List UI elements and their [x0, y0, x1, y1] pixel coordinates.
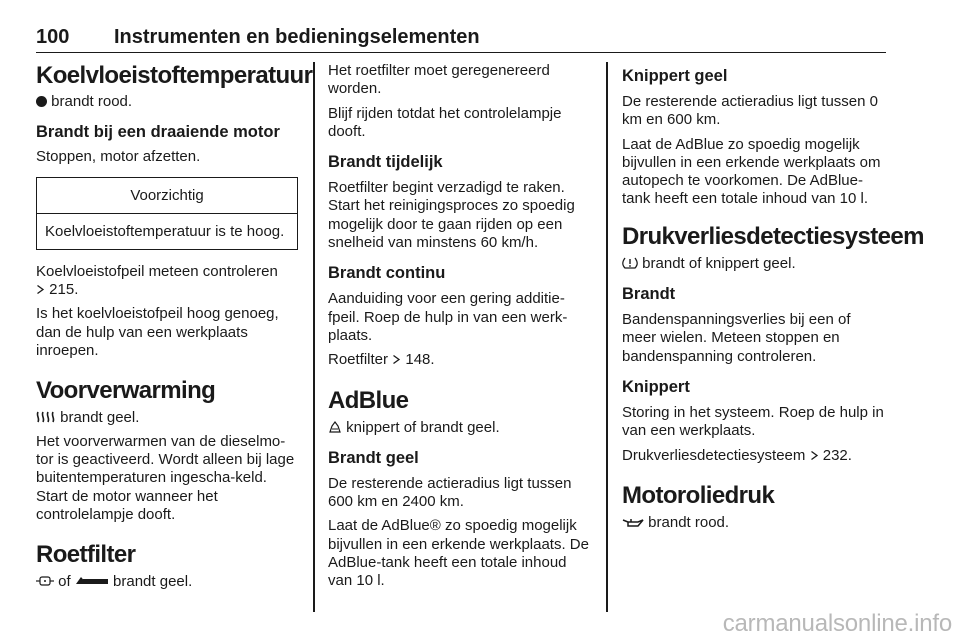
engine-running-text: Stoppen, motor afzetten.: [36, 148, 201, 166]
coolant-status-line: [36, 93, 298, 111]
filter-ref-text: Roetfilter: [328, 351, 389, 369]
page-number: 100: [36, 26, 70, 48]
continuous-heading: Brandt continu: [328, 264, 446, 283]
tpms-section-title: Drukverliesdetectiesysteem: [622, 222, 924, 250]
tpms-flash-text: Storing in het systeem. Roep de hulp in van een werkplaats.: [622, 403, 884, 440]
continuous-text: Aanduiding voor een gering additie-fpeil. Roep de hulp in van een werk-plaats.: [328, 290, 568, 344]
tire-pressure-icon: [622, 256, 638, 270]
tpms-on-heading: Brandt: [622, 285, 676, 304]
adblue-status-line: [328, 419, 594, 437]
page-reference-arrow-icon: [392, 354, 401, 365]
temp-text: Roetfilter begint verzadigd te raken. Start het reinigingsproces zo spoedig mogelijk door te gaan rijden op een snelheid van minstens 60 km/h.: [328, 179, 575, 252]
oil-can-icon: [622, 516, 644, 528]
adblue-fluid-icon: [328, 420, 342, 434]
column-1: [36, 62, 313, 591]
red-dot-icon: [36, 96, 47, 107]
adblue-section-title: AdBlue: [328, 386, 409, 414]
column-3: [622, 62, 924, 532]
filter-section-title: Roetfilter: [36, 541, 136, 569]
filter-hose-icon: [75, 575, 109, 587]
oil-status-text: brandt rood.: [648, 513, 730, 531]
tpms-status-text: brandt of knippert geel.: [642, 254, 796, 272]
filter-status-line: [36, 573, 298, 591]
preheat-status-text: brandt geel.: [60, 409, 140, 427]
chapter-title: Instrumenten en bedieningselementen: [114, 26, 480, 48]
glow-plug-coil-icon: [36, 410, 56, 424]
preheat-text: Het voorverwarmen van de dieselmo-tor is geactiveerd. Wordt alleen bij lage buitentemperaturen ingescha-keld. Start de motor wanneer het controlelampje dooft.: [36, 432, 295, 523]
tpms-status-line: [622, 255, 888, 273]
tpms-ref-text: Drukverliesdetectiesysteem: [622, 446, 806, 464]
filter-ref-line: [328, 351, 594, 369]
filter-or-text: of: [58, 573, 71, 591]
particulate-filter-icon: [36, 574, 54, 588]
watermark: carmanualsonline.info: [722, 610, 952, 637]
preheat-status-line: [36, 409, 298, 427]
caution-text: Koelvloeistoftemperatuur is te hoog.: [45, 222, 285, 240]
yellow-fill-text: Laat de AdBlue® zo spoedig mogelijk bijvullen in een erkende werkplaats. De AdBlue-tank heeft een totale inhoud van 10 l.: [328, 517, 589, 590]
page-reference-arrow-icon: [36, 284, 45, 295]
filter-ref-page: 148.: [405, 351, 435, 369]
temp-heading: Brandt tijdelijk: [328, 153, 443, 172]
oil-section-title: Motoroliedruk: [622, 481, 775, 509]
coolant-check-ref: 215.: [49, 281, 79, 299]
regen-text: Het roetfilter moet geregenereerd worden.: [328, 62, 550, 98]
flash-heading: Knippert geel: [622, 67, 728, 85]
oil-status-line: [622, 514, 888, 532]
coolant-section-title: Koelvloeistoftemperatuur: [36, 62, 313, 89]
filter-status-text: brandt geel.: [113, 573, 193, 591]
flash-fill-text: Laat de AdBlue zo spoedig mogelijk bijvullen in een erkende werkplaats om autopech te voorkomen. De AdBlue-tank heeft een totale inhoud van 10 l.: [622, 135, 881, 208]
caution-title: Voorzichtig: [37, 178, 297, 214]
flash-text: De resterende actieradius ligt tussen 0 km en 600 km.: [622, 93, 878, 129]
tpms-flash-heading: Knippert: [622, 377, 690, 396]
caution-box: [36, 177, 298, 250]
tpms-ref-line: [622, 447, 888, 465]
column-divider-2: [606, 62, 608, 612]
page-reference-arrow-icon: [810, 450, 819, 461]
preheat-section-title: Voorverwarming: [36, 377, 216, 405]
column-2: [328, 62, 594, 591]
page-header: [36, 26, 886, 53]
coolant-high-text: Is het koelvloeistofpeil hoog genoeg, dan de hulp van een werkplaats inroepen.: [36, 305, 279, 360]
yellow-text: De resterende actieradius ligt tussen 600 km en 2400 km.: [328, 474, 572, 511]
column-divider-1: [313, 62, 315, 612]
yellow-heading: Brandt geel: [328, 448, 419, 467]
coolant-check-text: Koelvloeistofpeil meteen controleren: [36, 262, 278, 280]
coolant-status-text: brandt rood.: [51, 93, 133, 110]
adblue-status-text: knippert of brandt geel.: [346, 418, 500, 436]
tpms-ref-page: 232.: [822, 446, 852, 464]
drive-text: Blijf rijden totdat het controlelampje dooft.: [328, 104, 562, 140]
coolant-check-paragraph: [36, 263, 298, 300]
tpms-on-text: Bandenspanningsverlies bij een of meer wielen. Meteen stoppen en bandenspanning controleren.: [622, 311, 851, 365]
engine-running-heading: Brandt bij een draaiende motor: [36, 123, 280, 142]
